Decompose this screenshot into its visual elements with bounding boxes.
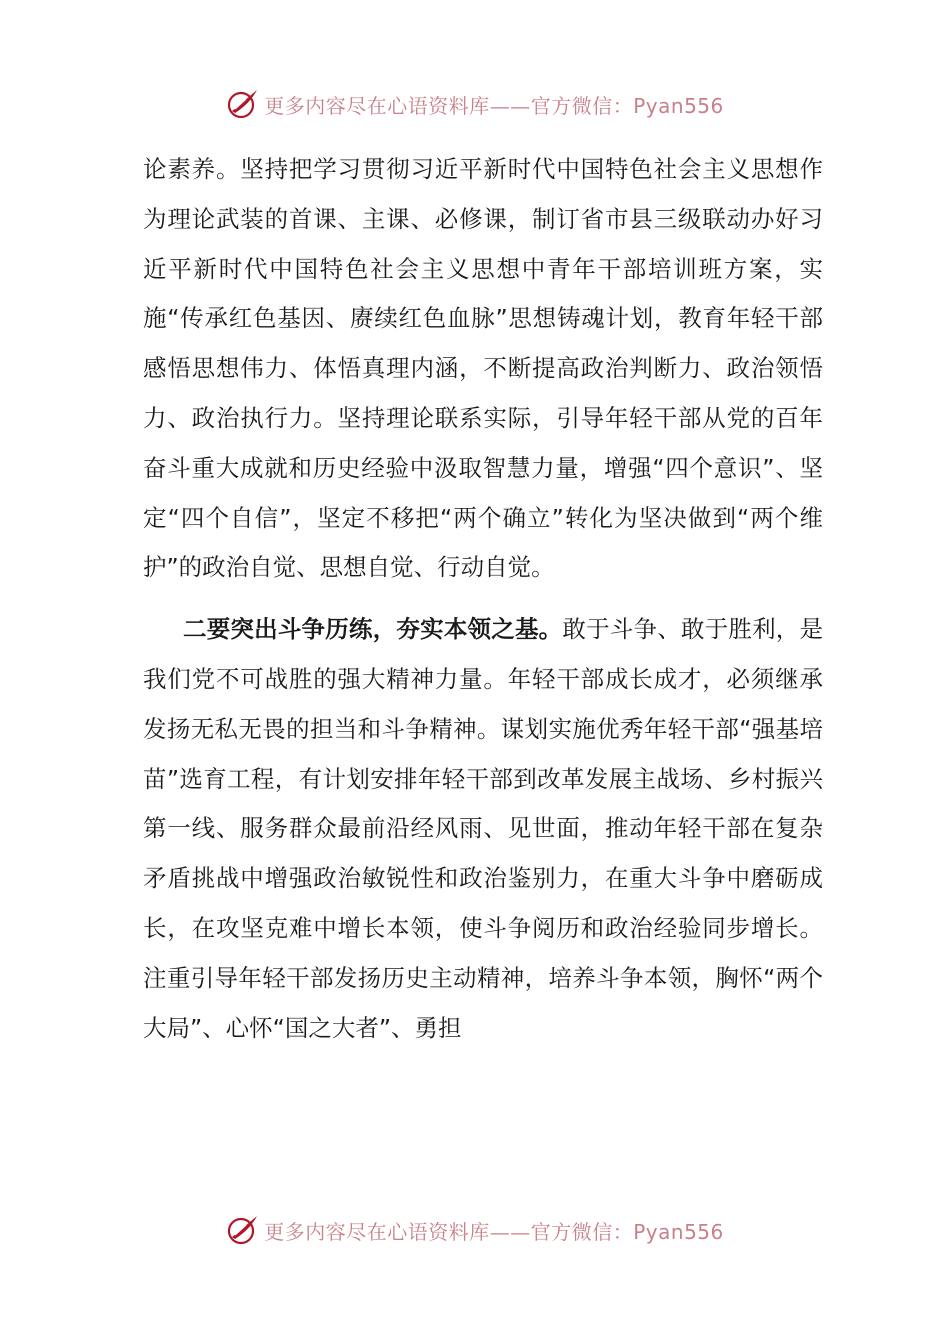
watermark-dash: —— — [489, 93, 531, 118]
paragraph-2 — [143, 605, 823, 1053]
watermark-wechat-id: Pyan556 — [633, 1219, 724, 1244]
watermark-wechat-label: 官方微信： — [530, 93, 634, 118]
paragraph-2-text: 敢于斗争、敢于胜利，是我们党不可战胜的强大精神力量。年轻干部成长成才，必须继承发扬无私无畏的担当和斗争精神。谋划实施优秀年轻干部“强基培苗”选育工程，有计划安排年轻干部到改革发展主战场、乡村振兴第一线、服务群众最前沿经风雨、见世面，推动年轻干部在复杂矛盾挑战中增强政治敏锐性和政治鉴别力，在重大斗争中磨砺成长，在攻坚克难中增长本领，使斗争阅历和政治经验同步增长。注重引导年轻干部发扬历史主动精神，培养斗争本领，胸怀“两个大局”、心怀“国之大者”、勇担 — [143, 615, 824, 1042]
watermark-text — [264, 90, 724, 119]
paragraph-2-heading: 二要突出斗争历练，夯实本领之基。 — [183, 615, 563, 644]
watermark-dash: —— — [489, 1219, 531, 1244]
watermark-text — [264, 1216, 724, 1245]
watermark-slogan: 更多内容尽在心语资料库 — [264, 1219, 490, 1244]
watermark-wechat-id: Pyan556 — [633, 93, 724, 118]
footer-watermark — [0, 1208, 950, 1252]
paragraph-1: 论素养。坚持把学习贯彻习近平新时代中国特色社会主义思想作为理论武装的首课、主课、必修课，制订省市县三级联动办好习近平新时代中国特色社会主义思想中青年干部培训班方案，实施“传承红色基因、赓续红色血脉”思想铸魂计划，教育年轻干部感悟思想伟力、体悟真理内涵，不断提高政治判断力、政治领悟力、政治执行力。坚持理论联系实际，引导年轻干部从党的百年奋斗重大成就和历史经验中汲取智慧力量，增强“四个意识”、坚定“四个自信”，坚定不移把“两个确立”转化为坚决做到“两个维护”的政治自觉、思想自觉、行动自觉。 — [143, 155, 823, 582]
document-body — [143, 145, 823, 1053]
watermark-slogan: 更多内容尽在心语资料库 — [264, 93, 490, 118]
pen-feather-logo-icon — [226, 87, 260, 121]
pen-feather-logo-icon — [226, 1213, 260, 1247]
watermark-wechat-label: 官方微信： — [530, 1219, 634, 1244]
header-watermark — [0, 82, 950, 126]
